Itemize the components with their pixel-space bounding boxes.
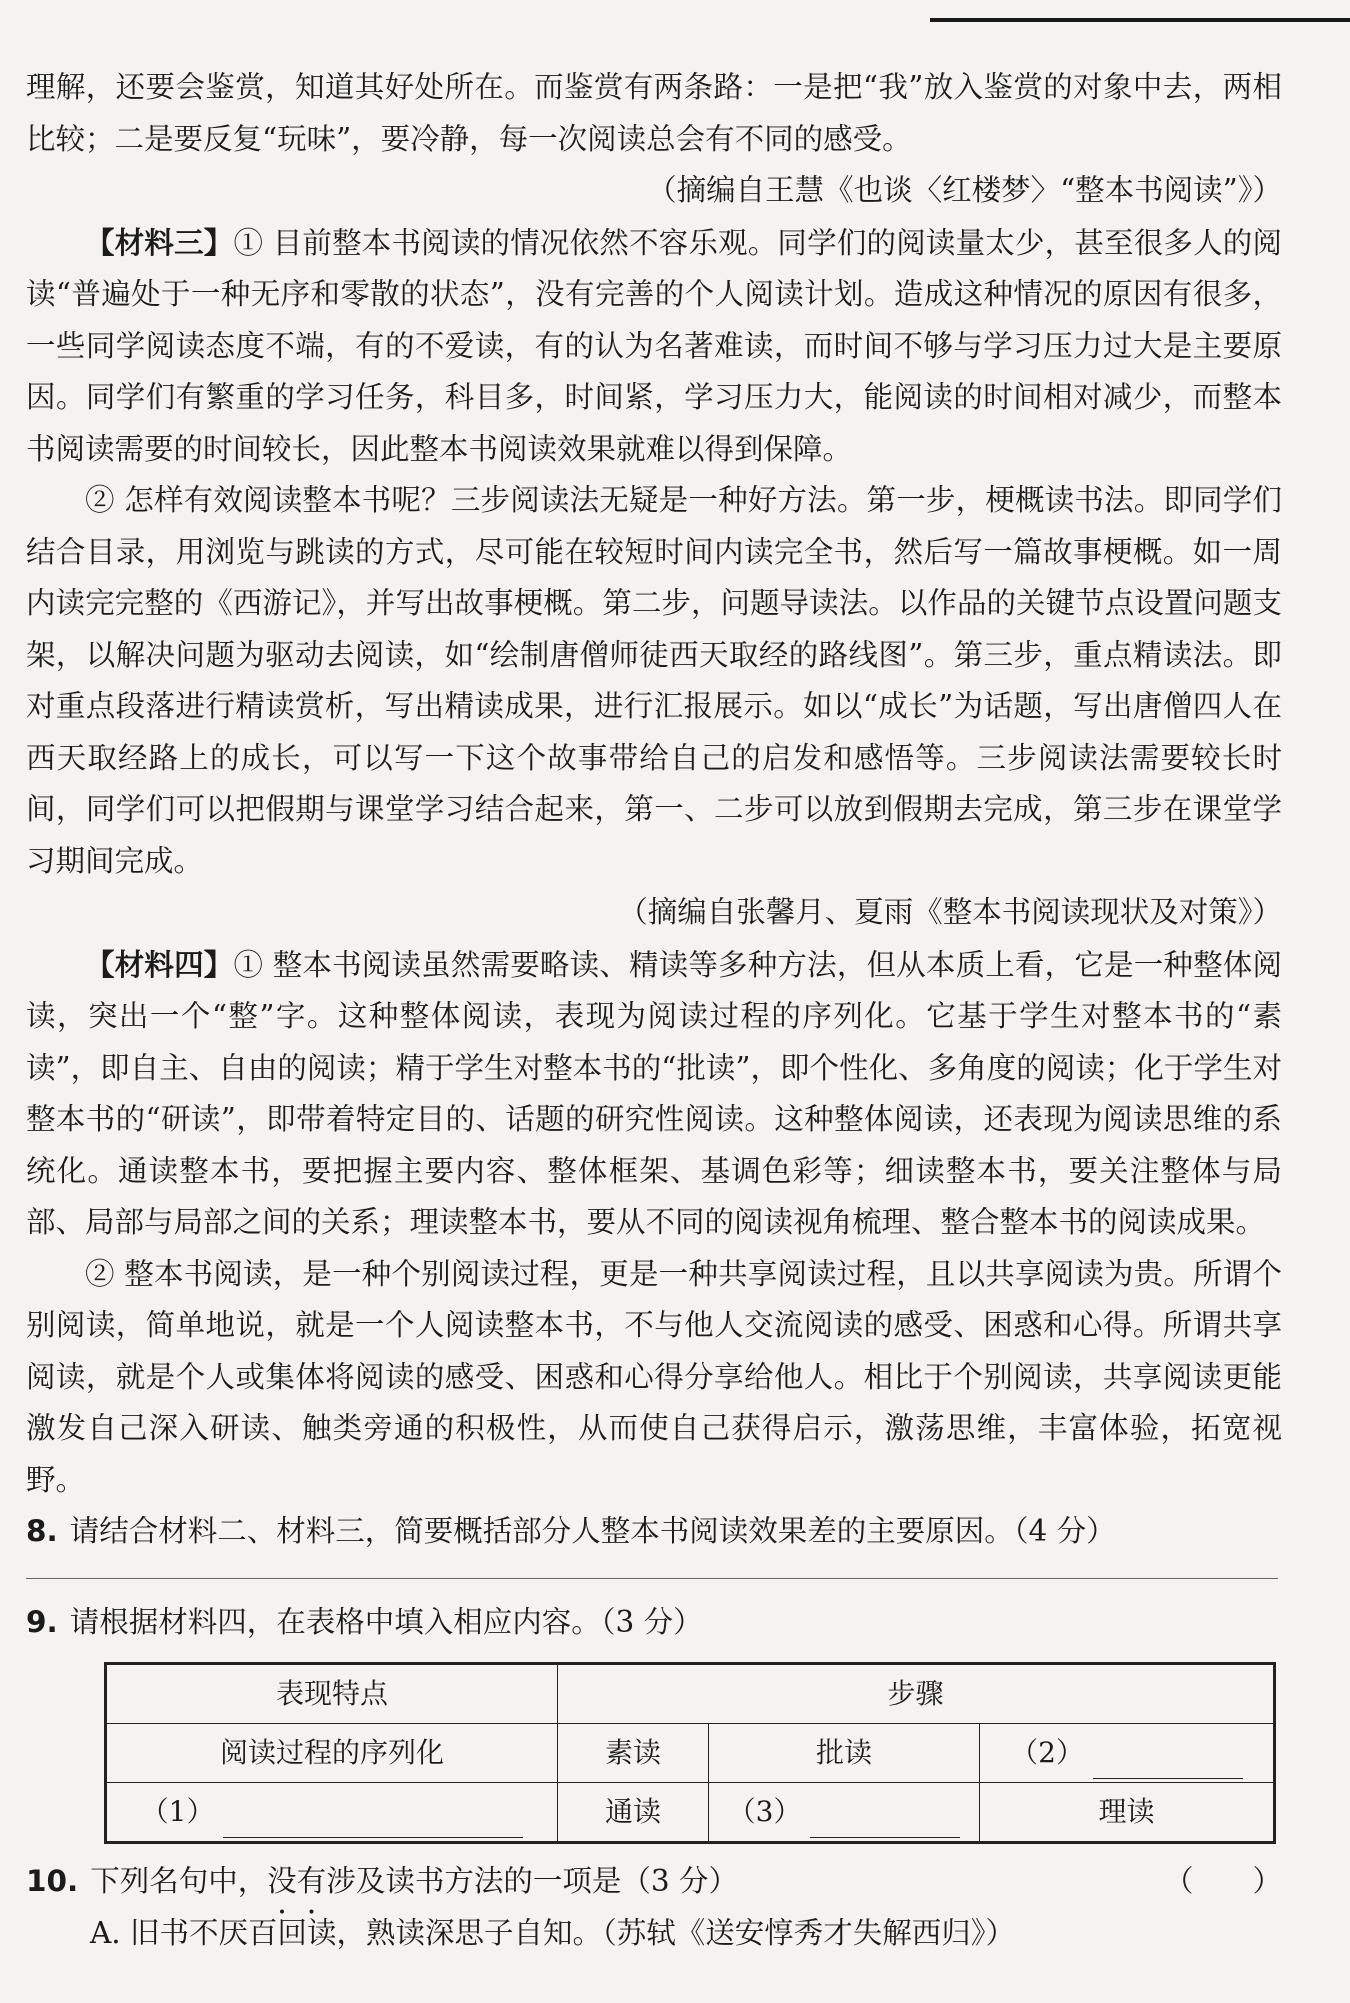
material4-label: 【材料四】 — [85, 946, 234, 982]
q8-number: 8. — [26, 1514, 58, 1548]
blank-1-label: （1） — [140, 1795, 215, 1829]
question-10 — [26, 1856, 1282, 1908]
top-rule — [930, 18, 1350, 22]
table-cell-sequencing: 阅读过程的序列化 — [106, 1724, 558, 1783]
blank-2-line[interactable] — [1093, 1748, 1243, 1779]
table-cell-suread: 素读 — [558, 1724, 709, 1783]
q9-table — [104, 1662, 1276, 1844]
table-cell-liread: 理读 — [980, 1783, 1275, 1843]
material3-para2: ② 怎样有效阅读整本书呢？三步阅读法无疑是一种好方法。第一步，梗概读书法。即同学们结合目录，用浏览与跳读的方式，尽可能在较短时间内读完全书，然后写一篇故事梗概。如一周内读完完整的《西游记》，并写出故事梗概。第二步，问题导读法。以作品的关键节点设置问题支架，以解决问题为驱动去阅读，如“绘制唐僧师徒西天取经的路线图”。第三步，重点精读法。即对重点段落进行精读赏析，写出精读成果，进行汇报展示。如以“成长”为话题，写出唐僧四人在西天取经路上的成长，可以写一下这个故事带给自己的启发和感悟等。三步阅读法需要较长时间，同学们可以把假期与课堂学习结合起来，第一、二步可以放到假期去完成，第三步在课堂学习期间完成。 — [26, 483, 1282, 878]
blank-3-line[interactable] — [810, 1807, 960, 1838]
question-9 — [26, 1597, 1282, 1649]
table-cell-blank-1[interactable] — [106, 1783, 558, 1843]
blank-3-label: （3） — [727, 1795, 802, 1829]
q10-dotted-char-2: 有 — [296, 1864, 327, 1898]
material3-source: （摘编自张馨月、夏雨《整本书阅读现状及对策》） — [618, 895, 1282, 929]
q10-option-a[interactable]: A. 旧书不厌百回读，熟读深思子自知。（苏轼《送安惇秀才失解西归》） — [90, 1915, 1016, 1950]
material3-para1 — [26, 217, 1282, 476]
q10-number: 10. — [26, 1864, 79, 1898]
q9-number: 9. — [26, 1604, 58, 1639]
table-cell-blank-2[interactable] — [980, 1724, 1275, 1783]
material4-para1 — [26, 939, 1282, 1249]
blank-2-label: （2） — [1010, 1736, 1084, 1770]
material4-para2: ② 整本书阅读，是一种个别阅读过程，更是一种共享阅读过程，且以共享阅读为贵。所谓个别阅读，简单地说，就是一个人阅读整本书，不与他人交流阅读的感受、困惑和心得。所谓共享阅读，就是个人或集体将阅读的感受、困惑和心得分享给他人。相比于个别阅读，共享阅读更能激发自己深入研读、触类旁通的积极性，从而使自己获得启示，激荡思维，丰富体验，拓宽视野。 — [26, 1256, 1282, 1497]
q10-dotted-char-1: 没 — [267, 1864, 297, 1898]
q8-text: 请结合材料二、材料三，简要概括部分人整本书阅读效果差的主要原因。（4 分） — [69, 1514, 1116, 1548]
table-cell-piread: 批读 — [709, 1724, 980, 1783]
material4-text1: ① 整本书阅读虽然需要略读、精读等多种方法，但从本质上看，它是一种整体阅读，突出一个“整”字。这种整体阅读，表现为阅读过程的序列化。它基于学生对整本书的“素读”，即自主、自由的阅读；精于学生对整本书的“批读”，即个性化、多角度的阅读；化于学生对整本书的“研读”，即带着特定目的、话题的研究性阅读。这种整体阅读，还表现为阅读思维的系统化。通读整本书，要把握主要内容、整体框架、基调色彩等；细读整本书，要关注整体与局部、局部与局部之间的关系；理读整本书，要从不同的阅读视角梳理、整合整本书的阅读成果。 — [26, 947, 1282, 1239]
table-cell-tongread: 通读 — [558, 1783, 709, 1843]
q10-text-post: 涉及读书方法的一项是（3 分） — [326, 1864, 738, 1898]
table-header-features: 表现特点 — [106, 1664, 558, 1724]
material2-tail: 理解，还要会鉴赏，知道其好处所在。而鉴赏有两条路：一是把“我”放入鉴赏的对象中去，两相比较；二是要反复“玩味”，要冷静，每一次阅读总会有不同的感受。 — [26, 70, 1282, 156]
question-8 — [26, 1506, 1282, 1558]
blank-1-line[interactable] — [223, 1807, 523, 1838]
q10-answer-paren[interactable]: （ ） — [1163, 1864, 1282, 1898]
q8-answer-line[interactable] — [26, 1578, 1278, 1579]
q10-text-pre: 下列名句中， — [90, 1864, 268, 1898]
exam-page — [26, 62, 1282, 1959]
q9-text: 请根据材料四，在表格中填入相应内容。（3 分） — [69, 1604, 703, 1639]
material3-label: 【材料三】 — [85, 224, 234, 260]
material3-text1: ① 目前整本书阅读的情况依然不容乐观。同学们的阅读量太少，甚至很多人的阅读“普遍处于一种无序和零散的状态”，没有完善的个人阅读计划。造成这种情况的原因有很多，一些同学阅读态度不端，有的不爱读，有的认为名著难读，而时间不够与学习压力过大是主要原因。同学们有繁重的学习任务，科目多，时间紧，学习压力大，能阅读的时间相对减少，而整本书阅读需要的时间较长，因此整本书阅读效果就难以得到保障。 — [26, 225, 1282, 466]
material2-source: （摘编自王慧《也谈〈红楼梦〉“整本书阅读”》） — [647, 173, 1282, 207]
table-cell-blank-3[interactable] — [709, 1783, 980, 1843]
table-header-steps: 步骤 — [558, 1664, 1275, 1724]
